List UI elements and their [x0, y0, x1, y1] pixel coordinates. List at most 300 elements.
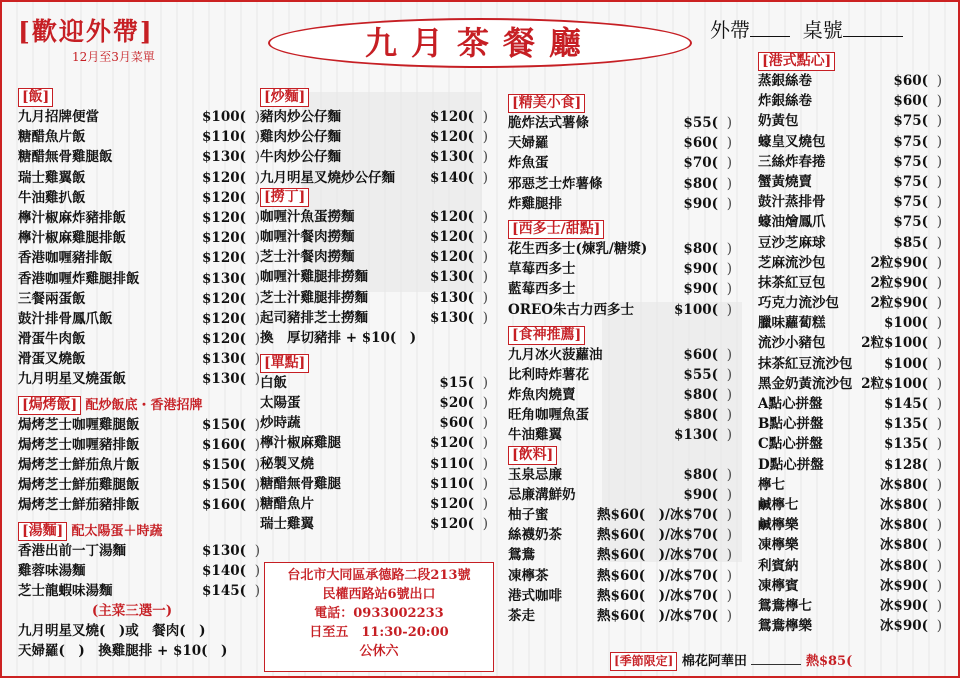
item-name: 糖醋魚片飯 — [18, 129, 86, 146]
checkbox-paren[interactable]: ) — [482, 496, 488, 512]
restaurant-title: 九月茶餐廳 — [268, 18, 692, 68]
item-name: 檸汁椒麻雞腿排飯 — [18, 230, 126, 247]
item-name: 抹茶紅豆包 — [758, 274, 826, 291]
menu-item — [18, 208, 260, 228]
item-name: 炸魚蛋 — [508, 155, 549, 172]
checkbox-paren[interactable]: ) — [726, 507, 732, 523]
menu-item — [508, 194, 732, 214]
menu-item — [758, 596, 942, 616]
checkbox-paren[interactable]: ) — [726, 607, 732, 624]
item-name: 焗烤芝士咖喱雞腿飯 — [18, 416, 140, 433]
menu-item — [508, 174, 732, 194]
menu-item — [18, 435, 260, 455]
menu-item — [508, 405, 732, 425]
item-price: $120( — [202, 189, 246, 206]
item-price: 熱$60( )/冰$70( — [597, 587, 718, 604]
item-name: C點心拼盤 — [758, 436, 823, 453]
item-name: 焗烤芝士鮮茄豬排飯 — [18, 497, 140, 514]
checkbox-paren[interactable]: ) — [482, 415, 488, 432]
menu-item — [758, 172, 942, 192]
checkbox-paren[interactable]: ) — [254, 129, 260, 146]
item-price: $120( — [202, 169, 246, 186]
item-name: 糖醋無骨雞腿飯 — [18, 149, 113, 166]
checkbox-paren[interactable]: ) — [936, 93, 942, 110]
item-price: $60( — [893, 93, 928, 110]
menu-item — [18, 269, 260, 289]
menu-item — [508, 586, 732, 606]
item-price: 2粒$100( — [861, 335, 928, 352]
checkbox-paren[interactable]: ) — [726, 547, 732, 564]
checkbox-paren[interactable]: ) — [482, 109, 488, 125]
checkbox-paren[interactable]: ) — [936, 73, 942, 89]
menu-item — [758, 374, 942, 394]
checkbox-paren[interactable]: ) — [254, 562, 260, 579]
item-name: 牛油雞扒飯 — [18, 189, 86, 206]
checkbox-paren[interactable]: ) — [254, 310, 260, 327]
menu-item — [18, 309, 260, 329]
checkbox-paren[interactable]: ) — [254, 497, 260, 514]
checkbox-paren[interactable]: ) — [254, 169, 260, 186]
menu-item — [18, 168, 260, 188]
menu-item — [758, 233, 942, 253]
checkbox-paren[interactable]: ) — [482, 289, 488, 306]
checkbox-paren[interactable]: ) — [726, 346, 732, 363]
item-price: $120( — [202, 331, 246, 348]
checkbox-paren[interactable]: ) — [726, 527, 732, 544]
checkbox-paren[interactable]: ) — [726, 486, 732, 503]
item-price: $75( — [893, 113, 928, 130]
checkbox-paren[interactable]: ) — [936, 355, 942, 372]
checkbox-paren[interactable]: ) — [254, 351, 260, 368]
item-price: $100( — [884, 315, 928, 332]
item-name: 起司豬排芝士撈麵 — [260, 309, 368, 326]
item-price: $150( — [202, 457, 246, 473]
checkbox-paren[interactable]: ) — [726, 466, 732, 483]
checkbox-paren[interactable]: ) — [936, 396, 942, 412]
menu-item — [508, 133, 732, 153]
checkbox-paren[interactable]: ) — [482, 455, 488, 472]
welcome-banner: [歡迎外帶] — [18, 17, 154, 46]
menu-item — [508, 259, 732, 279]
item-price: 2粒$100( — [861, 375, 928, 392]
item-name: 鴛鴦檸樂 — [758, 618, 812, 635]
item-price: $120( — [430, 208, 474, 225]
item-name: 鼓汁排骨鳳爪飯 — [18, 310, 113, 327]
checkbox-paren[interactable]: ) — [936, 315, 942, 332]
item-name: 絲襪奶茶 — [508, 527, 562, 544]
checkbox-paren[interactable]: ) — [936, 194, 942, 211]
item-name: 忌廉溝鮮奶 — [508, 486, 576, 503]
item-name: 檸七 — [758, 476, 785, 493]
checkbox-paren[interactable]: ) — [482, 269, 488, 286]
item-name: 黑金奶黃流沙包 — [758, 375, 853, 392]
checkbox-paren[interactable]: ) — [936, 416, 942, 433]
checkbox-paren[interactable]: ) — [482, 129, 488, 146]
item-price: $80( — [683, 387, 718, 404]
item-name: 抹茶紅豆流沙包 — [758, 355, 853, 372]
checkbox-paren[interactable]: ) — [936, 295, 942, 312]
checkbox-paren[interactable]: ) — [482, 516, 488, 533]
checkbox-paren[interactable]: ) — [254, 582, 260, 599]
section-god: [食神推薦] — [508, 326, 585, 345]
menu-item — [758, 414, 942, 434]
menu-item — [508, 465, 732, 485]
item-name: B點心拼盤 — [758, 416, 824, 433]
item-price: 熱$60( )/冰$70( — [597, 607, 718, 624]
item-price: 冰$80( — [879, 537, 928, 554]
checkbox-paren[interactable]: ) — [936, 234, 942, 251]
menu-item — [18, 289, 260, 309]
checkbox-paren[interactable]: ) — [936, 153, 942, 170]
menu-item — [758, 132, 942, 152]
item-name: 秘製叉燒 — [260, 455, 314, 472]
item-price: $70( — [683, 155, 718, 172]
item-name: 比利時炸薯花 — [508, 366, 589, 383]
item-name: 天婦羅 — [508, 135, 549, 152]
item-name: 玉泉忌廉 — [508, 466, 562, 483]
menu-item — [260, 168, 488, 188]
menu-item — [508, 545, 732, 565]
item-price: $150( — [202, 416, 246, 433]
checkbox-paren[interactable]: ) — [936, 436, 942, 453]
item-price: $120( — [202, 290, 246, 307]
checkbox-paren[interactable]: ) — [726, 115, 732, 131]
section-soup: [湯麵] — [18, 522, 67, 541]
menu-item — [260, 413, 488, 433]
checkbox-paren[interactable]: ) — [726, 301, 732, 318]
item-name: 咖喱汁魚蛋撈麵 — [260, 208, 355, 225]
menu-item — [18, 107, 260, 127]
item-price: $90( — [683, 281, 718, 298]
address-line: 台北市大同區承德路二段213號 — [287, 568, 471, 583]
item-price: $75( — [893, 214, 928, 231]
item-name: 柚子蜜 — [508, 507, 549, 523]
item-name: 香港咖喱豬排飯 — [18, 250, 113, 267]
item-price: $130( — [202, 270, 246, 287]
checkbox-paren[interactable]: ) — [482, 395, 488, 412]
menu-item — [18, 455, 260, 475]
checkbox-paren[interactable]: ) — [726, 567, 732, 584]
checkbox-paren[interactable]: ) — [936, 335, 942, 352]
item-name: 三絲炸春捲 — [758, 153, 826, 170]
menu-item — [260, 107, 488, 127]
checkbox-paren[interactable]: ) — [936, 375, 942, 392]
checkbox-paren[interactable]: ) — [936, 456, 942, 473]
column-rice — [18, 88, 260, 661]
checkbox-paren[interactable]: ) — [254, 209, 260, 226]
item-name: 牛肉炒公仔麵 — [260, 149, 341, 166]
checkbox-paren[interactable]: ) — [726, 407, 732, 424]
checkbox-paren[interactable]: ) — [254, 230, 260, 247]
item-price: $140( — [430, 169, 474, 186]
item-name: 蠔皇叉燒包 — [758, 133, 826, 150]
item-price: 冰$90( — [879, 577, 928, 594]
checkbox-paren[interactable]: ) — [254, 457, 260, 473]
checkbox-paren[interactable]: ) — [726, 135, 732, 152]
item-name: 豬肉炒公仔麵 — [260, 109, 341, 125]
item-price: $55( — [683, 115, 718, 131]
item-name: OREO朱古力西多士 — [508, 301, 635, 318]
checkbox-paren[interactable]: ) — [482, 169, 488, 186]
item-name: 利賓納 — [758, 557, 799, 574]
checkbox-paren[interactable]: ) — [936, 597, 942, 614]
menu-item — [260, 227, 488, 247]
item-name: 九月明星叉燒蛋飯 — [18, 371, 126, 388]
menu-item — [260, 207, 488, 227]
menu-item — [508, 153, 732, 173]
checkbox-paren[interactable]: ) — [936, 173, 942, 190]
checkbox-paren[interactable]: ) — [254, 436, 260, 453]
item-name: 鴛鴦 — [508, 547, 535, 564]
menu-item — [18, 127, 260, 147]
menu-item — [758, 535, 942, 555]
item-price: 2粒$90( — [870, 254, 928, 271]
closed-line: 公休六 — [359, 644, 399, 659]
checkbox-paren[interactable]: ) — [482, 475, 488, 492]
item-name: 炸魚肉燒賣 — [508, 387, 576, 404]
seasonal-item: 棉花阿華田 — [681, 654, 747, 669]
item-name: 白飯 — [260, 374, 287, 391]
checkbox-paren[interactable]: ) — [726, 427, 732, 444]
section-drink: [飲料] — [508, 446, 557, 465]
item-price: $75( — [893, 133, 928, 150]
checkbox-paren[interactable]: ) — [936, 517, 942, 534]
menu-item — [758, 495, 942, 515]
item-name: 奶黃包 — [758, 113, 799, 130]
checkbox-paren[interactable]: ) — [936, 214, 942, 231]
item-name: 九月明星叉燒炒公仔麵 — [260, 169, 395, 186]
item-price: $160( — [202, 497, 246, 514]
checkbox-paren[interactable]: ) — [482, 149, 488, 166]
item-name: 臘味蘿蔔糕 — [758, 315, 826, 332]
seasonal-price: 熱$85( — [805, 654, 853, 669]
item-name: 芝麻流沙包 — [758, 254, 826, 271]
item-price: $60( — [683, 346, 718, 363]
seasonal-label: [季節限定] — [610, 652, 677, 671]
checkbox-paren[interactable]: ) — [254, 290, 260, 307]
menu-item — [758, 91, 942, 111]
item-name: D點心拼盤 — [758, 456, 824, 473]
item-price: $75( — [893, 194, 928, 211]
menu-item — [758, 273, 942, 293]
item-price: 冰$80( — [879, 476, 928, 493]
checkbox-paren[interactable]: ) — [254, 331, 260, 348]
item-name: 鹹檸七 — [758, 496, 799, 513]
checkbox-paren[interactable]: ) — [254, 189, 260, 206]
menu-item — [758, 354, 942, 374]
item-name: 糖醋魚片 — [260, 496, 314, 512]
checkbox-paren[interactable]: ) — [726, 240, 732, 257]
checkbox-paren[interactable]: ) — [936, 557, 942, 574]
item-price: $120( — [430, 129, 474, 146]
checkbox-paren[interactable]: ) — [726, 387, 732, 404]
menu-item — [508, 239, 732, 259]
section-rice: [飯] — [18, 88, 53, 107]
item-name: 太陽蛋 — [260, 395, 301, 412]
menu-item — [758, 152, 942, 172]
checkbox-paren[interactable]: ) — [482, 249, 488, 266]
checkbox-paren[interactable]: ) — [936, 133, 942, 150]
item-price: $145( — [202, 582, 246, 599]
menu-item — [758, 333, 942, 353]
menu-item — [758, 616, 942, 636]
menu-item — [758, 293, 942, 313]
choose-option-2: 天婦羅( ) 換雞腿排 + $10( ) — [18, 643, 228, 660]
menu-item — [18, 581, 260, 601]
checkbox-paren[interactable]: ) — [936, 496, 942, 513]
item-price: $55( — [683, 366, 718, 383]
checkbox-paren[interactable]: ) — [254, 542, 260, 559]
checkbox-paren[interactable]: ) — [726, 195, 732, 212]
item-price: $130( — [430, 269, 474, 286]
menu-item — [18, 541, 260, 561]
item-price: $110( — [430, 475, 474, 492]
item-name: 藍莓西多士 — [508, 281, 576, 298]
menu-item — [260, 454, 488, 474]
item-price: 2粒$90( — [870, 295, 928, 312]
item-price: $130( — [430, 149, 474, 166]
checkbox-paren[interactable]: ) — [254, 477, 260, 494]
menu-item — [508, 606, 732, 626]
item-price: 冰$90( — [879, 597, 928, 614]
menu-item — [758, 192, 942, 212]
item-name: 芝士汁雞腿排撈麵 — [260, 289, 368, 306]
item-price: $80( — [683, 466, 718, 483]
menu-item — [508, 525, 732, 545]
item-name: 凍檸賓 — [758, 577, 799, 594]
menu-item — [758, 556, 942, 576]
item-price: $120( — [430, 435, 474, 452]
item-price: $100( — [884, 355, 928, 372]
menu-item — [18, 349, 260, 369]
item-price: $130( — [674, 427, 718, 444]
item-name: 蠔油燴鳳爪 — [758, 214, 826, 231]
menu-item — [758, 434, 942, 454]
checkbox-paren[interactable]: ) — [936, 113, 942, 130]
menu-item — [508, 365, 732, 385]
item-name: 糖醋無骨雞腿 — [260, 475, 341, 492]
item-name: 咖喱汁餐肉撈麵 — [260, 228, 355, 245]
item-name: 旺角咖喱魚蛋 — [508, 407, 589, 424]
checkbox-paren[interactable]: ) — [254, 250, 260, 267]
section-toast: [西多士/甜點] — [508, 220, 604, 239]
hours-line: 日至五 11:30-20:00 — [309, 625, 449, 640]
checkbox-paren[interactable]: ) — [936, 274, 942, 291]
menu-item — [508, 345, 732, 365]
item-price: $80( — [683, 240, 718, 257]
checkbox-paren[interactable]: ) — [726, 261, 732, 278]
item-name: 滑蛋牛肉飯 — [18, 331, 86, 348]
checkbox-paren[interactable]: ) — [482, 208, 488, 225]
soup-subtitle: 配太陽蛋＋時蔬 — [71, 523, 163, 539]
item-name: 脆炸法式薯條 — [508, 115, 589, 131]
menu-item — [758, 111, 942, 131]
checkbox-paren[interactable]: ) — [726, 175, 732, 192]
checkbox-paren[interactable]: ) — [254, 149, 260, 166]
item-price: $160( — [202, 436, 246, 453]
menu-item — [18, 329, 260, 349]
item-price: $140( — [202, 562, 246, 579]
item-name: 雞蓉味湯麵 — [18, 562, 86, 579]
checkbox-paren[interactable]: ) — [482, 374, 488, 391]
checkbox-paren[interactable]: ) — [726, 155, 732, 172]
item-price: $75( — [893, 153, 928, 170]
item-price: 2粒$90( — [870, 274, 928, 291]
checkbox-paren[interactable]: ) — [936, 254, 942, 271]
item-price: $120( — [430, 228, 474, 245]
item-name: 檸汁椒麻炸豬排飯 — [18, 209, 126, 226]
baked-subtitle: 配炒飯底・香港招牌 — [85, 397, 203, 413]
item-name: 巧克力流沙包 — [758, 295, 839, 312]
menu-item — [18, 147, 260, 167]
item-price: $120( — [202, 250, 246, 267]
checkbox-paren[interactable]: ) — [936, 577, 942, 594]
checkbox-paren[interactable]: ) — [254, 270, 260, 287]
item-price: $90( — [683, 261, 718, 278]
column-snacks — [508, 94, 732, 626]
item-name: 炸銀絲卷 — [758, 93, 812, 110]
checkbox-paren[interactable]: ) — [254, 109, 260, 125]
item-price: $120( — [202, 209, 246, 226]
checkbox-paren[interactable]: ) — [936, 476, 942, 493]
item-price: 冰$80( — [879, 517, 928, 534]
item-price: 冰$90( — [879, 618, 928, 635]
menu-item — [260, 393, 488, 413]
checkbox-paren[interactable]: ) — [726, 281, 732, 298]
section-single: [單點] — [260, 354, 309, 373]
season-label: 12月至3月菜單 — [72, 50, 155, 64]
station-line: 民權西路站6號出口 — [322, 587, 436, 602]
menu-item — [260, 514, 488, 534]
menu-item — [758, 515, 942, 535]
item-name: 香港出前一丁湯麵 — [18, 542, 126, 559]
item-price: 熱$60( )/冰$70( — [597, 547, 718, 564]
item-price: $110( — [430, 455, 474, 472]
item-price: $60( — [439, 415, 474, 432]
item-price: $120( — [430, 516, 474, 533]
checkbox-paren[interactable]: ) — [482, 228, 488, 245]
section-fried-noodle: [炒麵] — [260, 88, 309, 107]
address-box — [264, 562, 494, 672]
choose-label: (主菜三選一) — [91, 603, 173, 620]
menu-item — [758, 576, 942, 596]
menu-item — [508, 505, 732, 525]
item-name: 鼓汁蒸排骨 — [758, 194, 826, 211]
item-name: 滑蛋叉燒飯 — [18, 351, 86, 368]
checkbox-paren[interactable]: ) — [254, 416, 260, 433]
section-dimsum: [港式點心] — [758, 52, 835, 71]
choose-option-1: 九月明星叉燒( )或 餐肉( ) — [18, 623, 206, 640]
menu-item — [758, 313, 942, 333]
menu-item — [508, 279, 732, 299]
item-name: 港式咖啡 — [508, 587, 562, 604]
checkbox-paren[interactable]: ) — [726, 587, 732, 604]
lo-extra: 換 厚切豬排 + $10( ) — [260, 329, 417, 346]
menu-item — [758, 455, 942, 475]
checkbox-paren[interactable]: ) — [482, 435, 488, 452]
checkbox-paren[interactable]: ) — [726, 366, 732, 383]
checkbox-paren[interactable]: ) — [936, 618, 942, 635]
item-name: 香港咖喱炸雞腿排飯 — [18, 270, 140, 287]
checkbox-paren[interactable]: ) — [936, 537, 942, 554]
item-price: $120( — [430, 496, 474, 512]
checkbox-paren[interactable]: ) — [482, 309, 488, 326]
item-price: $75( — [893, 173, 928, 190]
item-price: $90( — [683, 486, 718, 503]
item-price: 熱$60( )/冰$70( — [597, 567, 718, 584]
checkbox-paren[interactable]: ) — [254, 371, 260, 388]
item-name: 焗烤芝士鮮茄魚片飯 — [18, 457, 140, 473]
